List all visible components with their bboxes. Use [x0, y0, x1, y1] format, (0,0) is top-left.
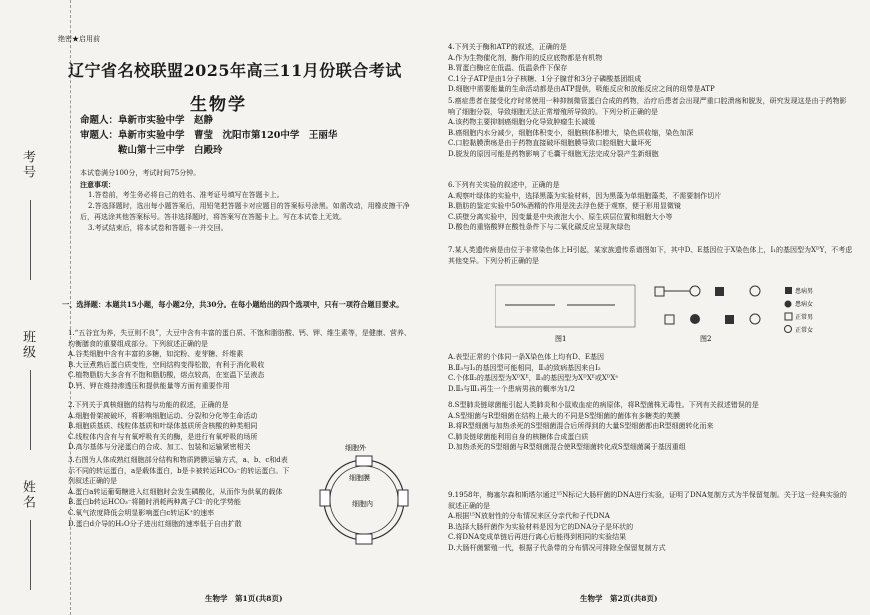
authors-block — [80, 113, 425, 158]
binding-line — [30, 520, 31, 590]
question-stem: 6.下列有关实验的叙述中，正确的是 — [448, 181, 560, 189]
inside-label: 细胞内 — [352, 500, 373, 508]
option: A.根据¹⁵N放射性的分布情况来区分亲代和子代DNA — [448, 512, 610, 521]
legend-label: 正常女 — [795, 327, 814, 334]
option: C.个体Ⅱ₂的基因型为XᴰXᴱ，Ⅱ₃的基因型为XᴰXᴱ或XᴰXᵉ — [448, 374, 619, 383]
protein-b — [320, 490, 330, 506]
option: A.蛋白a转运葡萄糖进入红细胞时会发生磷酸化，从而作为供氧的载体 — [68, 487, 283, 496]
option: B.大豆煮熟后蛋白质变性，空间结构变得松散，有利于消化吸收 — [68, 360, 265, 369]
protein-a — [356, 456, 372, 466]
binding-strip — [0, 0, 71, 615]
option: D.酸色的重铬酸钾在酸性条件下与二氧化碳反应呈现灰绿色 — [448, 223, 631, 232]
pedigree-affected-male — [715, 287, 724, 296]
binding-line — [30, 200, 31, 280]
option: B.Ⅱ₃与Ⅰ₂的基因型可能相同，Ⅱ₃的致病基因来自Ⅰ₂ — [448, 363, 601, 372]
option: C.质壁分离实验中，因变量是中央液泡大小、原生质层位置和细胞大小等 — [448, 212, 673, 221]
pedigree-female — [750, 314, 760, 324]
question-stem: 8.S型肺炎链球菌能引起人类肺炎和小鼠败血症的病原体，将R型菌株无毒性。下列有关叙述错误的是 — [448, 401, 759, 409]
option: B.癌细胞内水分减少，细胞体积变小，细胞核体积增大，染色质收缩，染色加深 — [448, 128, 694, 137]
question-7-stem — [448, 245, 853, 266]
option: D.高尔基体与分泌蛋白的合成、加工、包装和运输紧密相关 — [68, 443, 251, 452]
legend-label: 正常男 — [795, 314, 814, 321]
membrane-label: 细胞膜 — [349, 474, 370, 482]
outside-label: 细胞外 — [345, 444, 366, 452]
section-heading: 一、选择题：本题共15小题，每小题2分，共30分。在每小题给出的四个选项中，只有一项符合题目要求。 — [62, 300, 404, 309]
option: B.细胞质基质、线粒体基质和叶绿体基质所含核酸的种类相同 — [68, 422, 258, 431]
question-1 — [68, 328, 413, 392]
option: A.表型正常的个体同一条X染色体上均有D、E基因 — [448, 353, 604, 361]
figure-1-caption: 图1 — [555, 335, 567, 343]
question-6 — [448, 180, 853, 233]
option: C.将DNA变成单链后再进行离心后能得到相同的实验结果 — [448, 533, 627, 542]
figure-2-caption: 图2 — [700, 335, 712, 343]
notes-line: 3.考试结束后，将本试卷和答题卡一并交回。 — [88, 224, 228, 232]
option: D.大肠杆菌繁殖一代，根据子代条带的分布情况可排除全保留复制方式 — [448, 543, 666, 552]
legend-swatch — [785, 301, 792, 308]
question-4 — [448, 42, 853, 95]
pedigree-male — [655, 287, 664, 296]
question-7-options — [448, 352, 853, 394]
legend-label: 患病男 — [795, 288, 814, 295]
option: C.肺炎链球菌能利用自身的核糖体合成蛋白质 — [448, 432, 589, 441]
page-footer: 生物学 第2页(共8页) — [580, 594, 658, 603]
option: A.谷类细胞中含有丰富的多糖，如淀粉、麦芽糖、纤维素 — [68, 350, 244, 359]
notes-heading: 注意事项： — [80, 180, 115, 189]
page-footer: 生物学 第1页(共8页) — [205, 594, 283, 603]
question-8 — [448, 400, 853, 453]
option: A.细胞骨架被破坏，将影响细胞运动、分裂和分化等生命活动 — [68, 411, 258, 420]
pedigree-female — [690, 286, 700, 296]
pedigree-affected-male — [725, 315, 734, 324]
legend-label: 患病女 — [795, 301, 814, 308]
option: B.脂肪的鉴定实验中50%酒精的作用是洗去浮色便于观察，便于形用显微镜 — [448, 202, 681, 211]
subject-title: 生物学 — [190, 95, 247, 115]
option: C.氧气浓度降低会明显影响蛋白c转运K⁺的速率 — [68, 508, 215, 517]
exam-title: 辽宁省名校联盟2025年高三11月份联合考试 — [68, 61, 402, 80]
question-9 — [448, 490, 853, 554]
option: C.线粒体内含有与有氧呼吸有关的酶，是进行有氧呼吸的场所 — [68, 432, 258, 441]
option: D.脱发的原因可能是药物影响了毛囊干细胞无法完成分裂产生新细胞 — [448, 149, 659, 158]
notes-line: 2.答选择题时，选出每小题答案后，用铅笔把答题卡对应题目的答案标号涂黑。如需改动，用橡皮擦干净后，再选涂其他答案标号。答非选择题时，将答案写在答题卡上。写在本试卷上无效。 — [80, 202, 410, 221]
secret-mark: 绝密★启用前 — [58, 35, 100, 43]
name-label: 姓名 — [20, 480, 35, 510]
notes-line: 本试卷满分100分，考试时间75分钟。 — [80, 169, 201, 177]
author-line: 鞍山第十三中学 白殿玲 — [80, 145, 223, 156]
option: D.Ⅱ₃与Ⅲ₁再生一个患病男孩的概率为1/2 — [448, 384, 575, 393]
figure-1 — [495, 285, 635, 343]
option: C.口腔黏膜溃疡是由于药物直接破坏细胞膜导致口腔细胞大量坏死 — [448, 139, 652, 148]
legend-swatch — [785, 313, 792, 320]
figure-2 — [655, 286, 813, 343]
option: D.钙、钾在维持渗透压和提供能量等方面有重要作用 — [68, 381, 230, 390]
question-5 — [448, 96, 853, 160]
author-line: 命题人：阜新市实验中学 赵静 — [80, 115, 214, 126]
legend-swatch — [785, 326, 792, 333]
protein-d — [356, 534, 372, 544]
option: B.将R型细菌与加热杀死的S型细菌混合后所得到的大量S型细菌都由R型细菌转化而来 — [448, 422, 714, 431]
option: C.植物脂肪大多含有不饱和脂肪酸，熔点较高，在室温下呈液态 — [68, 371, 265, 380]
legend-swatch — [785, 287, 792, 294]
notes-line: 1.答卷前，考生务必将自己的姓名、准考证号填写在答题卡上。 — [88, 191, 284, 199]
binding-line — [30, 370, 31, 450]
option: D.加热杀死的S型细菌与R型细菌混合使R型细菌转化成S型细菌属于基因重组 — [448, 443, 686, 452]
class-label: 班级 — [20, 330, 35, 360]
notes-block — [80, 168, 420, 234]
question-stem: 1.“五谷宜为养，失豆则不良”，大豆中含有丰富的蛋白质、不饱和脂肪酸、钙、钾、维生素等，是健康、营养、均衡膳食的重要组成部分。下列叙述正确的是 — [68, 329, 411, 348]
question-stem: 4.下列关于酶和ATP的叙述，正确的是 — [448, 43, 567, 51]
option: B.胃蛋白酶应在低温、低温条件下保存 — [448, 64, 568, 73]
membrane-diagram — [300, 440, 428, 550]
question-stem: 9.1958年，梅塞尔森和斯塔尔通过¹⁵N标记大肠杆菌的DNA进行实验，证明了DNA复制方式为半保留复制。关于这一经典实验的叙述正确的是 — [448, 491, 847, 510]
question-3 — [68, 455, 293, 529]
option: D.细胞中需要能量的生命活动都是由ATP提供，吸能反应和放能反应之间的纽带是ATP — [448, 85, 715, 94]
option: B.选择大肠杆菌作为实验材料是因为它的DNA分子是环状的 — [448, 522, 634, 531]
option: A.该药物主要抑制癌细胞分化导致肿瘤生长减缓 — [448, 118, 596, 127]
option: A.观察叶绿体的实验中，选择黑藻为实验材料，因为黑藻为单细胞藻类，不需要制作切片 — [448, 191, 722, 200]
exam-number-label: 考号 — [20, 150, 35, 180]
figures-q7 — [495, 275, 855, 347]
option: B.蛋白b转运HCO₃⁻将随时消耗两种离子Cl⁻的化学势能 — [68, 498, 241, 507]
question-stem: 7.某人类遗传病是由位于非常染色体上H引起，某家族遗传系谱图如下，其中D、E基因位于X染色体上，I₁的基因型为XᴰY，不考虑其他变异。下列分析正确的是 — [448, 246, 853, 265]
option: D.蛋白d介导的H₂O分子进出红细胞的速率低于自由扩散 — [68, 519, 242, 528]
option: C.1分子ATP是由1分子核糖、1分子腺苷和3分子磷酸基团组成 — [448, 74, 642, 83]
option: A.S型细菌与R型细菌在结构上最大的不同是S型细菌的菌体有多糖类的荚膜 — [448, 411, 681, 420]
question-stem: 2.下列关于真核细胞的结构与功能的叙述，正确的是 — [68, 401, 229, 409]
author-line: 审题人：阜新市实验中学 曹莹 沈阳市第120中学 王丽华 — [80, 130, 338, 141]
protein-c — [398, 490, 408, 506]
figure-1-frame — [495, 285, 635, 327]
question-stem: 3.右图为人体成熟红细胞部分结构和物质跨膜运输方式，a、b、c和d表示不同的转运蛋白，a是载体蛋白，b是卡被转运HCO₃⁻的转运蛋白。下列叙述正确的是 — [68, 456, 290, 486]
question-stem: 5.癌症患者在接受化疗时常使用一种抑制微管蛋白合成的药物，治疗后患者会出现严重口腔溃疡和脱发，研究发现这是由于药物影响了细胞分裂，导致细胞无法正常增殖所导致的。下列分析正确的是 — [448, 97, 847, 116]
pedigree-affected-female — [690, 314, 700, 324]
pedigree-female — [750, 286, 760, 296]
option: A.作为生物催化剂，酶作用的反应底物都是有机物 — [448, 53, 603, 62]
pedigree-male — [665, 315, 674, 324]
